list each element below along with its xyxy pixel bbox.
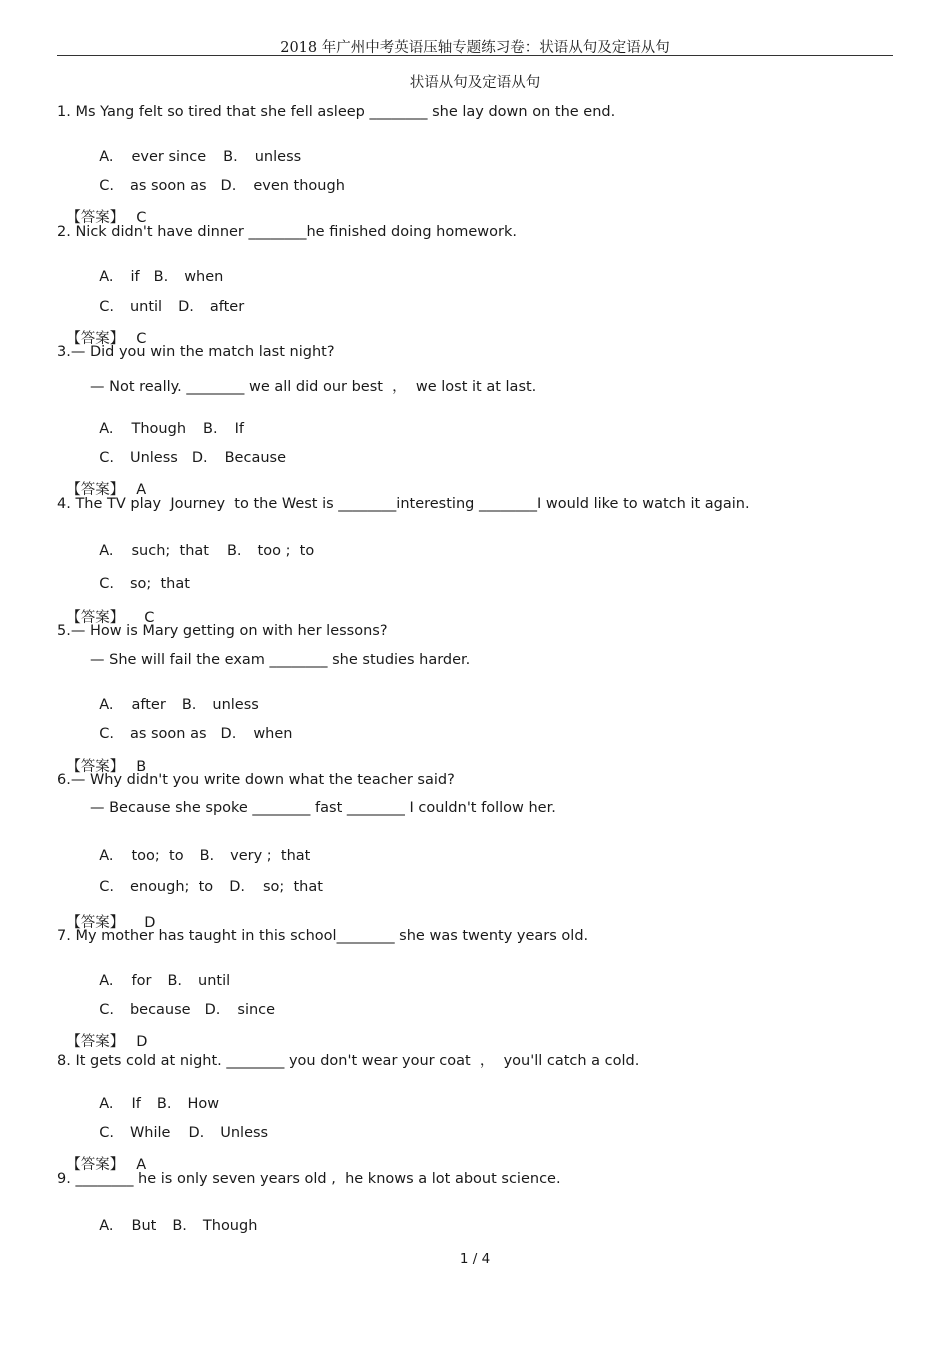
option-text: too ; to xyxy=(257,543,315,559)
answer-label: 【答案】 xyxy=(66,759,125,775)
option-text: so; that xyxy=(129,576,190,592)
question-5-answer xyxy=(57,739,146,776)
question-9-options-ab xyxy=(90,1202,257,1234)
option-text: because xyxy=(129,1002,191,1018)
option-label: D. xyxy=(229,879,245,895)
question-3-answer xyxy=(57,462,146,499)
option-text: even though xyxy=(253,178,345,194)
answer-value: C xyxy=(144,610,155,626)
answer-value: C xyxy=(136,331,147,347)
option-text: But xyxy=(131,1218,157,1234)
question-2-answer xyxy=(57,311,146,348)
question-4-stem: 4. The TV play Journey to the West is ________interesting ________I would like to watch it again. xyxy=(57,496,750,512)
question-3-stem: 3.— Did you win the match last night? xyxy=(57,344,335,360)
answer-value: D xyxy=(136,1034,148,1050)
option-label: A. xyxy=(99,1218,114,1234)
option-label: D. xyxy=(178,299,194,315)
option-label: B. xyxy=(199,848,215,864)
option-text: Though xyxy=(131,421,187,437)
option-label: B. xyxy=(223,149,238,165)
question-6-options-cd xyxy=(90,863,323,895)
option-label: D. xyxy=(191,450,208,466)
option-text: after xyxy=(131,697,166,713)
option-label: A. xyxy=(99,269,114,285)
option-label: B. xyxy=(203,421,218,437)
option-text: If xyxy=(234,421,244,437)
option-text: ever since xyxy=(131,149,207,165)
answer-value: D xyxy=(144,915,156,931)
option-label: B. xyxy=(156,1096,172,1112)
option-text: enough; to xyxy=(129,879,214,895)
option-text: since xyxy=(237,1002,276,1018)
option-label: B. xyxy=(153,269,169,285)
option-label: B. xyxy=(167,973,182,989)
option-label: C. xyxy=(99,178,114,194)
option-text: until xyxy=(129,299,163,315)
option-label: B. xyxy=(172,1218,187,1234)
option-label: C. xyxy=(99,299,114,315)
question-4-answer xyxy=(57,590,154,627)
option-label: C. xyxy=(99,1125,114,1141)
option-text: such; that xyxy=(131,543,209,559)
question-8-answer xyxy=(57,1137,146,1174)
option-text: How xyxy=(187,1096,220,1112)
question-9-stem: 9. ________ he is only seven years old , he knows a lot about science. xyxy=(57,1171,561,1187)
question-3-options-ab xyxy=(90,405,244,437)
page-number: 1 / 4 xyxy=(459,1251,491,1267)
option-text: as soon as xyxy=(129,726,207,742)
option-text: when xyxy=(184,269,224,285)
header-rule xyxy=(57,55,893,56)
option-label: C. xyxy=(99,576,114,592)
option-label: A. xyxy=(99,421,114,437)
answer-label: 【答案】 xyxy=(66,915,125,931)
page-header: 2018 年广州中考英语压轴专题练习卷：状语从句及定语从句 xyxy=(280,40,670,56)
question-3-response: — Not really. ________ we all did our best ， we lost it at last. xyxy=(90,379,537,395)
option-label: D. xyxy=(220,726,237,742)
option-label: A. xyxy=(99,149,114,165)
answer-value: C xyxy=(136,210,147,226)
section-title: 状语从句及定语从句 xyxy=(409,75,541,91)
question-6-answer xyxy=(57,895,155,932)
answer-label: 【答案】 xyxy=(66,610,125,626)
option-text: unless xyxy=(212,697,259,713)
question-6-response: — Because she spoke ________ fast ________ I couldn't follow her. xyxy=(90,800,556,816)
option-text: after xyxy=(209,299,245,315)
option-text: when xyxy=(253,726,293,742)
answer-label: 【答案】 xyxy=(66,1034,125,1050)
question-1-answer xyxy=(57,190,146,227)
question-7-answer xyxy=(57,1014,147,1051)
answer-value: B xyxy=(136,759,147,775)
option-text: If xyxy=(131,1096,141,1112)
option-text: While xyxy=(129,1125,171,1141)
option-label: C. xyxy=(99,879,114,895)
option-text: so; that xyxy=(262,879,323,895)
option-text: if xyxy=(130,269,140,285)
option-text: as soon as xyxy=(129,178,207,194)
answer-value: A xyxy=(136,1157,147,1173)
option-text: Unless xyxy=(220,1125,269,1141)
answer-label: 【答案】 xyxy=(66,331,125,347)
option-text: for xyxy=(131,973,152,989)
question-5-response: — She will fail the exam ________ she studies harder. xyxy=(90,652,471,668)
option-text: very ; that xyxy=(230,848,311,864)
option-label: D. xyxy=(204,1002,221,1018)
question-6-options-ab xyxy=(90,832,310,864)
question-4-options-ab xyxy=(90,527,314,559)
option-label: C. xyxy=(99,726,114,742)
answer-label: 【答案】 xyxy=(66,1157,125,1173)
option-text: unless xyxy=(254,149,302,165)
question-6-stem: 6.— Why didn't you write down what the teacher said? xyxy=(57,772,455,788)
option-text: until xyxy=(198,973,231,989)
option-text: Though xyxy=(202,1218,258,1234)
option-text: too; to xyxy=(131,848,184,864)
question-2-stem: 2. Nick didn't have dinner ________he finished doing homework. xyxy=(57,224,517,240)
answer-value: A xyxy=(136,482,147,498)
option-label: A. xyxy=(99,973,114,989)
question-7-stem: 7. My mother has taught in this school________ she was twenty years old. xyxy=(57,928,589,944)
option-label: D. xyxy=(188,1125,205,1141)
question-5-options-cd xyxy=(90,710,293,742)
option-label: B. xyxy=(181,697,197,713)
option-text: Because xyxy=(224,450,287,466)
question-8-stem: 8. It gets cold at night. ________ you don't wear your coat ， you'll catch a cold. xyxy=(57,1053,640,1069)
option-label: A. xyxy=(99,848,114,864)
answer-label: 【答案】 xyxy=(66,482,125,498)
question-1-stem: 1. Ms Yang felt so tired that she fell asleep ________ she lay down on the end. xyxy=(57,104,616,120)
option-text: Unless xyxy=(129,450,178,466)
option-label: A. xyxy=(99,1096,114,1112)
question-5-stem: 5.— How is Mary getting on with her lessons? xyxy=(57,623,388,639)
option-label: A. xyxy=(99,697,114,713)
question-2-options-ab xyxy=(90,253,223,285)
answer-label: 【答案】 xyxy=(66,210,125,226)
question-5-options-ab xyxy=(90,681,259,713)
option-label: A. xyxy=(99,543,114,559)
question-8-options-ab xyxy=(90,1080,219,1112)
option-label: B. xyxy=(226,543,242,559)
option-label: D. xyxy=(220,178,237,194)
question-7-options-ab xyxy=(90,957,230,989)
option-label: C. xyxy=(99,1002,114,1018)
question-4-options-c xyxy=(90,560,190,592)
option-label: C. xyxy=(99,450,114,466)
question-1-options-ab xyxy=(90,133,301,165)
